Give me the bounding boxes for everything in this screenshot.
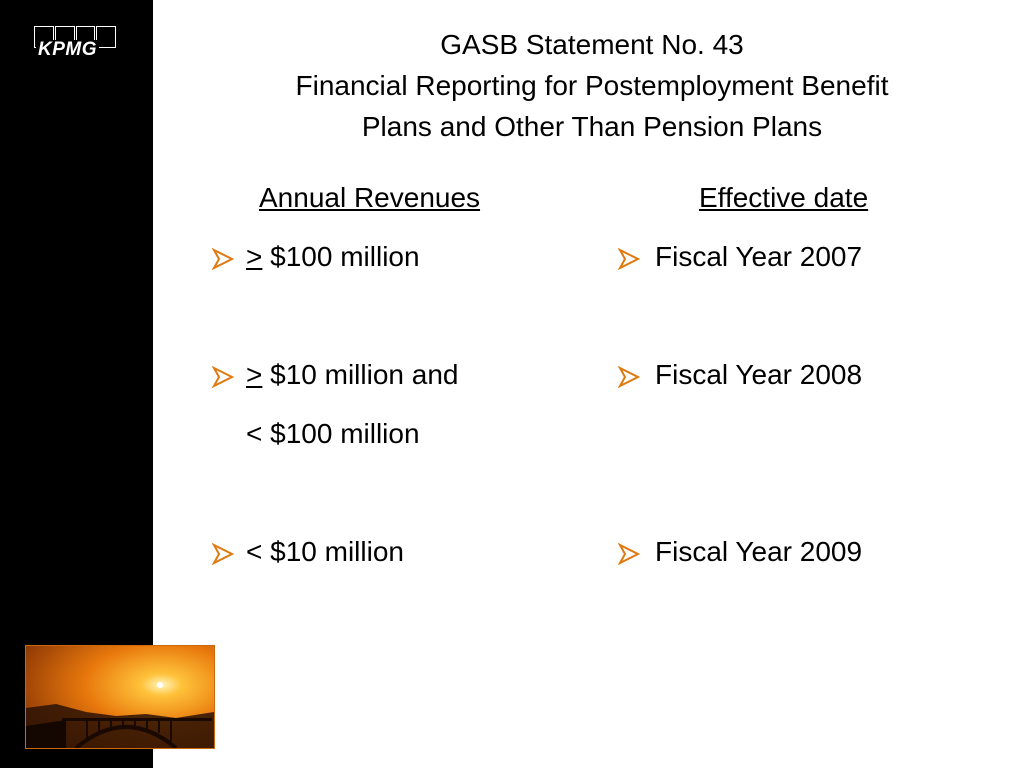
slide-title [200, 24, 984, 147]
title-line-3: Plans and Other Than Pension Plans [361, 111, 823, 142]
revenue-text: $10 million and [262, 359, 459, 390]
title-line-2: Financial Reporting for Postemployment Benefit [295, 70, 889, 101]
arrow-bullet-icon [618, 543, 640, 565]
revenue-row-3: < $10 million [246, 536, 404, 567]
arrow-bullet-icon [212, 248, 234, 270]
logo-text: KPMG [38, 39, 97, 60]
effective-date-header: Effective date [699, 182, 869, 213]
effective-row-1: Fiscal Year 2007 [655, 241, 863, 272]
revenue-text: $100 million [262, 241, 420, 272]
arrow-bullet-icon [212, 543, 234, 565]
revenue-row-2-line-2: < $100 million [246, 418, 420, 449]
revenue-row-1 [246, 239, 420, 275]
annual-revenues-header: Annual Revenues [259, 182, 481, 213]
arrow-bullet-icon [618, 366, 640, 388]
gte-symbol: > [246, 241, 263, 272]
gte-symbol: > [246, 359, 263, 390]
sunset-bridge-image [25, 645, 215, 749]
arrow-bullet-icon [212, 366, 234, 388]
effective-row-2: Fiscal Year 2008 [655, 359, 863, 390]
title-line-1: GASB Statement No. 43 [440, 29, 744, 60]
kpmg-logo [34, 26, 116, 62]
revenue-row-2 [246, 357, 458, 393]
effective-row-3: Fiscal Year 2009 [655, 536, 863, 567]
arrow-bullet-icon [618, 248, 640, 270]
